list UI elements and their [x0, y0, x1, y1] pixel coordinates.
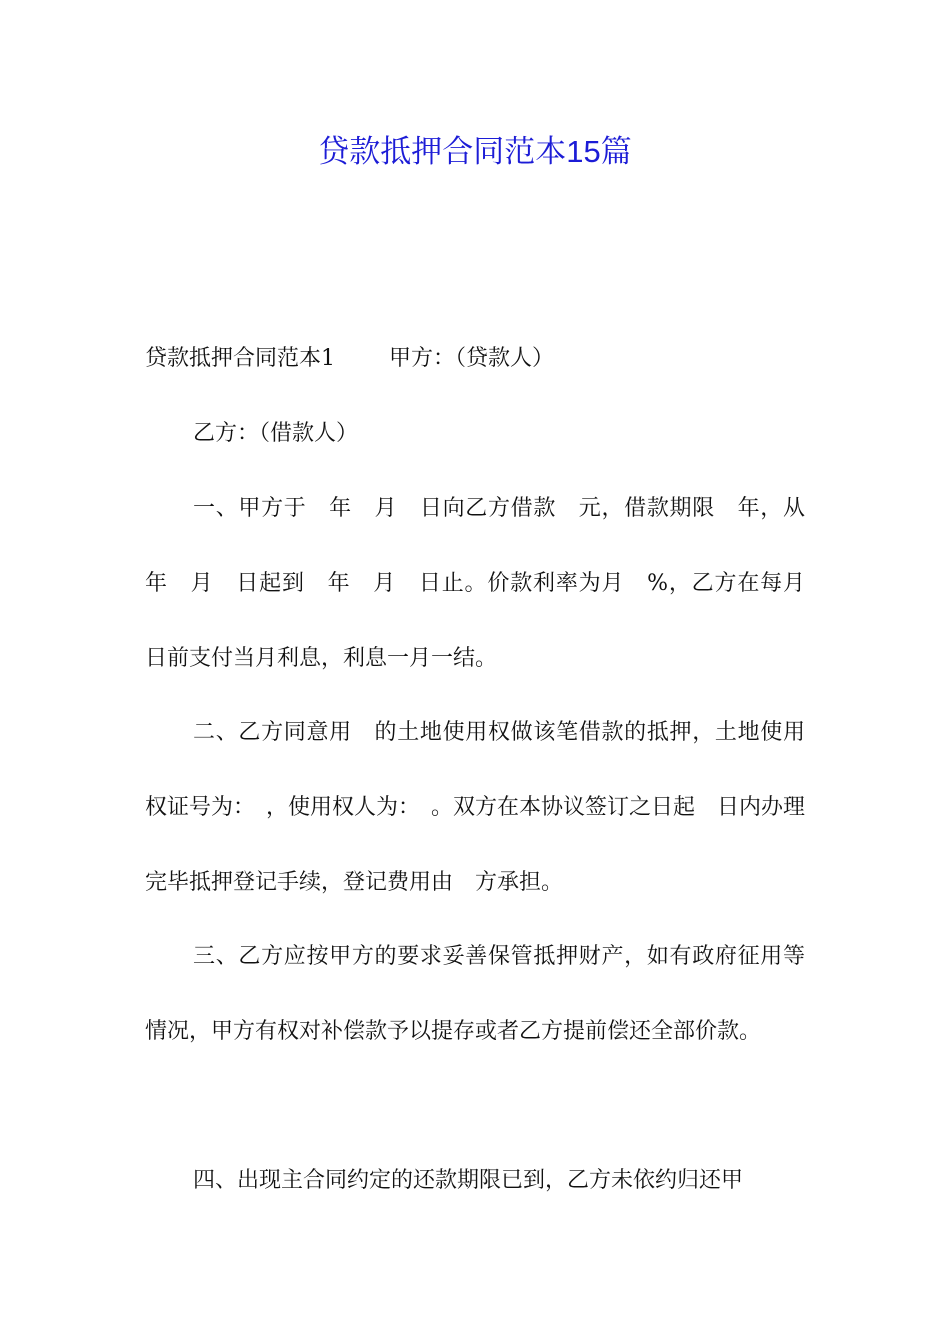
clause-2 [145, 714, 805, 920]
clause-4-text: 四、出现主合同约定的还款期限已到，乙方未依约归还甲 [193, 1168, 744, 1193]
clause-3 [145, 938, 805, 1069]
party-b-text: 乙方：（借款人） [193, 421, 359, 446]
clause-2-text: 二、乙方同意用 的土地使用权做该笔借款的抵押，土地使用权证号为： ，使用权人为： 。双方在本协议签订之日起 日内办理完毕抵押登记手续，登记费用由 方承担。 [145, 720, 806, 895]
intro-heading: 贷款抵押合同范本1 [145, 346, 335, 371]
intro-line [145, 340, 805, 377]
clause-3-text: 三、乙方应按甲方的要求妥善保管抵押财产，如有政府征用等情况，甲方有权对补偿款予以提存或者乙方提前偿还全部价款。 [145, 944, 805, 1044]
clause-1 [145, 490, 828, 696]
party-a: 甲方：（贷款人） [389, 346, 555, 371]
clause-1-text: 一、甲方于 年 月 日向乙方借款 元，借款期限 年，从 年 月 日起到 年 月 日止。价款利率为月 %，乙方在每月 日前支付当月利息，利息一月一结。 [145, 496, 828, 671]
document-title: 贷款抵押合同范本15篇 [318, 134, 632, 169]
party-b [193, 415, 805, 452]
clause-4 [145, 1162, 805, 1218]
